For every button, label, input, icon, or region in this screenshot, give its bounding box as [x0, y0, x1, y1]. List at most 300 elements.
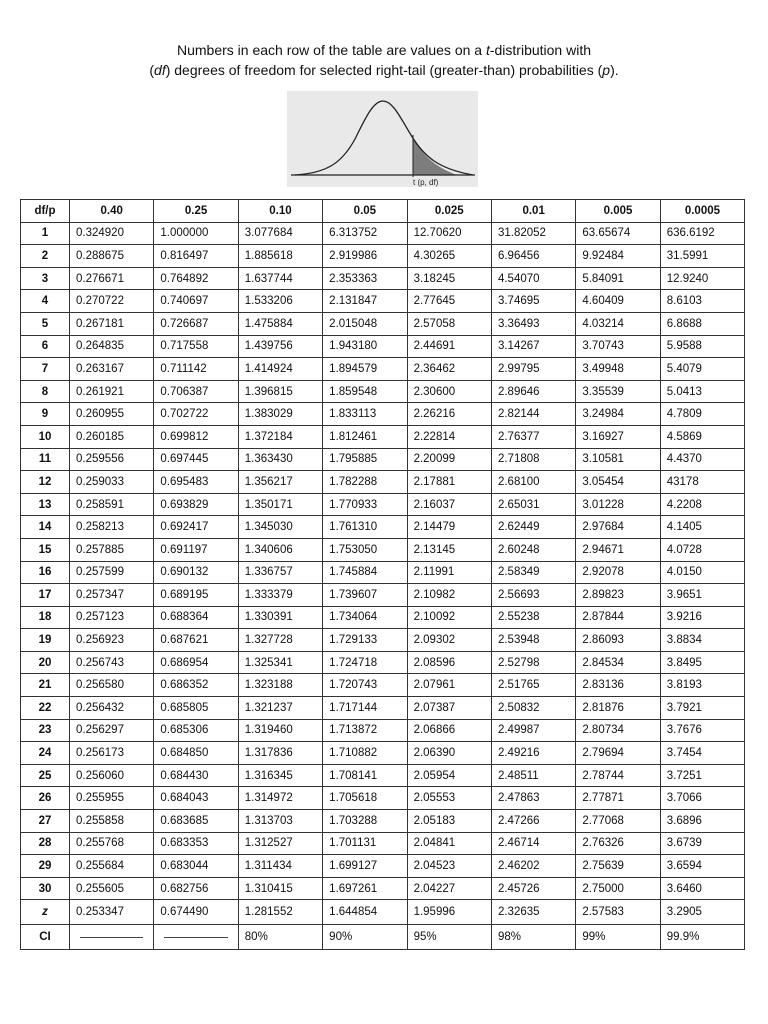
value-cell: 1.340606 — [238, 538, 322, 561]
value-cell: 0.256060 — [70, 764, 154, 787]
value-cell: 2.919986 — [323, 245, 407, 268]
value-cell: 1.372184 — [238, 425, 322, 448]
value-cell: 2.353363 — [323, 267, 407, 290]
table-row — [21, 810, 745, 833]
df-cell: 3 — [21, 267, 70, 290]
value-cell: 2.79694 — [576, 742, 660, 765]
ci-row-label: CI — [21, 925, 70, 950]
value-cell: 3.16927 — [576, 425, 660, 448]
value-cell: 1.703288 — [323, 810, 407, 833]
value-cell: 0.684043 — [154, 787, 238, 810]
value-cell: 2.30600 — [407, 380, 491, 403]
value-cell: 3.9651 — [660, 584, 744, 607]
t-distribution-curve-diagram — [287, 91, 478, 187]
header-cell-p: 0.0005 — [660, 200, 744, 223]
value-cell: 2.65031 — [491, 493, 575, 516]
header-cell-p: 0.10 — [238, 200, 322, 223]
value-cell: 0.683044 — [154, 855, 238, 878]
value-cell: 6.313752 — [323, 222, 407, 245]
value-cell: 3.7454 — [660, 742, 744, 765]
value-cell: 0.258213 — [70, 516, 154, 539]
value-cell: 2.86093 — [576, 629, 660, 652]
value-cell: 2.08596 — [407, 651, 491, 674]
table-header-row — [21, 200, 745, 223]
value-cell: 0.257347 — [70, 584, 154, 607]
table-row — [21, 335, 745, 358]
value-cell: 0.685805 — [154, 697, 238, 720]
value-cell: 1.311434 — [238, 855, 322, 878]
z-value-cell: 3.2905 — [660, 900, 744, 925]
header-cell-p: 0.40 — [70, 200, 154, 223]
value-cell: 2.13145 — [407, 538, 491, 561]
df-cell: 25 — [21, 764, 70, 787]
value-cell: 2.46202 — [491, 855, 575, 878]
value-cell: 3.6594 — [660, 855, 744, 878]
table-row — [21, 787, 745, 810]
value-cell: 0.717558 — [154, 335, 238, 358]
value-cell: 0.324920 — [70, 222, 154, 245]
value-cell: 1.705618 — [323, 787, 407, 810]
value-cell: 2.75000 — [576, 877, 660, 900]
value-cell: 1.350171 — [238, 493, 322, 516]
value-cell: 1.396815 — [238, 380, 322, 403]
value-cell: 3.24984 — [576, 403, 660, 426]
value-cell: 2.68100 — [491, 471, 575, 494]
df-cell: 19 — [21, 629, 70, 652]
table-row — [21, 697, 745, 720]
z-value-cell: 0.253347 — [70, 900, 154, 925]
table-row — [21, 629, 745, 652]
value-cell: 0.684850 — [154, 742, 238, 765]
value-cell: 2.77871 — [576, 787, 660, 810]
value-cell: 1.739607 — [323, 584, 407, 607]
value-cell: 2.89646 — [491, 380, 575, 403]
header-cell-df-p: df/p — [21, 200, 70, 223]
value-cell: 0.256297 — [70, 719, 154, 742]
value-cell: 2.57058 — [407, 312, 491, 335]
z-value-cell: 2.57583 — [576, 900, 660, 925]
dash-line — [80, 937, 143, 938]
value-cell: 12.9240 — [660, 267, 744, 290]
value-cell: 5.4079 — [660, 358, 744, 381]
df-cell: 14 — [21, 516, 70, 539]
value-cell: 0.740697 — [154, 290, 238, 313]
value-cell: 0.683685 — [154, 810, 238, 833]
value-cell: 4.03214 — [576, 312, 660, 335]
value-cell: 2.77645 — [407, 290, 491, 313]
value-cell: 2.99795 — [491, 358, 575, 381]
value-cell: 1.697261 — [323, 877, 407, 900]
value-cell: 1.330391 — [238, 606, 322, 629]
value-cell: 2.10982 — [407, 584, 491, 607]
value-cell: 1.317836 — [238, 742, 322, 765]
value-cell: 3.7251 — [660, 764, 744, 787]
value-cell: 2.47266 — [491, 810, 575, 833]
z-value-cell: 1.644854 — [323, 900, 407, 925]
value-cell: 3.8495 — [660, 651, 744, 674]
df-cell: 29 — [21, 855, 70, 878]
value-cell: 31.82052 — [491, 222, 575, 245]
value-cell: 4.5869 — [660, 425, 744, 448]
value-cell: 0.257599 — [70, 561, 154, 584]
df-cell: 20 — [21, 651, 70, 674]
df-cell: 13 — [21, 493, 70, 516]
value-cell: 0.693829 — [154, 493, 238, 516]
value-cell: 1.699127 — [323, 855, 407, 878]
value-cell: 2.10092 — [407, 606, 491, 629]
value-cell: 2.49216 — [491, 742, 575, 765]
value-cell: 3.18245 — [407, 267, 491, 290]
value-cell: 1.859548 — [323, 380, 407, 403]
value-cell: 2.53948 — [491, 629, 575, 652]
value-cell: 2.44691 — [407, 335, 491, 358]
value-cell: 3.8193 — [660, 674, 744, 697]
header-cell-p: 0.05 — [323, 200, 407, 223]
df-cell: 16 — [21, 561, 70, 584]
value-cell: 2.58349 — [491, 561, 575, 584]
header-cell-p: 0.01 — [491, 200, 575, 223]
value-cell: 1.345030 — [238, 516, 322, 539]
value-cell: 0.256432 — [70, 697, 154, 720]
table-row — [21, 380, 745, 403]
value-cell: 2.78744 — [576, 764, 660, 787]
ci-value-cell: 80% — [238, 925, 322, 950]
ci-value-cell: 90% — [323, 925, 407, 950]
value-cell: 0.256173 — [70, 742, 154, 765]
t-distribution-table — [20, 199, 745, 950]
table-row — [21, 877, 745, 900]
value-cell: 1.761310 — [323, 516, 407, 539]
value-cell: 2.97684 — [576, 516, 660, 539]
value-cell: 5.84091 — [576, 267, 660, 290]
value-cell: 0.687621 — [154, 629, 238, 652]
value-cell: 1.325341 — [238, 651, 322, 674]
table-row — [21, 358, 745, 381]
df-cell: 6 — [21, 335, 70, 358]
value-cell: 2.04523 — [407, 855, 491, 878]
value-cell: 2.05954 — [407, 764, 491, 787]
value-cell: 1.782288 — [323, 471, 407, 494]
value-cell: 1.637744 — [238, 267, 322, 290]
value-cell: 2.80734 — [576, 719, 660, 742]
value-cell: 2.48511 — [491, 764, 575, 787]
table-row — [21, 245, 745, 268]
df-cell: 30 — [21, 877, 70, 900]
value-cell: 2.55238 — [491, 606, 575, 629]
table-row — [21, 290, 745, 313]
value-cell: 2.131847 — [323, 290, 407, 313]
value-cell: 9.92484 — [576, 245, 660, 268]
value-cell: 1.414924 — [238, 358, 322, 381]
value-cell: 0.686954 — [154, 651, 238, 674]
value-cell: 3.14267 — [491, 335, 575, 358]
value-cell: 2.20099 — [407, 448, 491, 471]
value-cell: 5.0413 — [660, 380, 744, 403]
df-cell: 4 — [21, 290, 70, 313]
value-cell: 1.701131 — [323, 832, 407, 855]
value-cell: 1.753050 — [323, 538, 407, 561]
value-cell: 0.683353 — [154, 832, 238, 855]
value-cell: 3.6896 — [660, 810, 744, 833]
ci-value-cell: 98% — [491, 925, 575, 950]
value-cell: 0.260955 — [70, 403, 154, 426]
header-cell-p: 0.25 — [154, 200, 238, 223]
df-cell: 17 — [21, 584, 70, 607]
value-cell: 1.734064 — [323, 606, 407, 629]
value-cell: 3.7676 — [660, 719, 744, 742]
value-cell: 2.52798 — [491, 651, 575, 674]
value-cell: 1.943180 — [323, 335, 407, 358]
value-cell: 0.764892 — [154, 267, 238, 290]
value-cell: 6.96456 — [491, 245, 575, 268]
value-cell: 1.356217 — [238, 471, 322, 494]
value-cell: 2.09302 — [407, 629, 491, 652]
value-cell: 0.688364 — [154, 606, 238, 629]
distribution-curve — [295, 101, 473, 175]
value-cell: 0.259556 — [70, 448, 154, 471]
value-cell: 3.35539 — [576, 380, 660, 403]
df-cell: 1 — [21, 222, 70, 245]
value-cell: 1.710882 — [323, 742, 407, 765]
table-row — [21, 855, 745, 878]
value-cell: 1.894579 — [323, 358, 407, 381]
ci-empty-dash-cell — [70, 925, 154, 950]
value-cell: 4.4370 — [660, 448, 744, 471]
df-cell: 22 — [21, 697, 70, 720]
value-cell: 0.726687 — [154, 312, 238, 335]
value-cell: 1.533206 — [238, 290, 322, 313]
table-row — [21, 538, 745, 561]
value-cell: 3.8834 — [660, 629, 744, 652]
value-cell: 636.6192 — [660, 222, 744, 245]
value-cell: 1.312527 — [238, 832, 322, 855]
value-cell: 0.259033 — [70, 471, 154, 494]
value-cell: 2.05553 — [407, 787, 491, 810]
value-cell: 3.36493 — [491, 312, 575, 335]
value-cell: 1.885618 — [238, 245, 322, 268]
table-row — [21, 606, 745, 629]
value-cell: 4.1405 — [660, 516, 744, 539]
value-cell: 2.36462 — [407, 358, 491, 381]
value-cell: 3.7066 — [660, 787, 744, 810]
t-axis-label: t (p, df) — [413, 178, 439, 187]
value-cell: 0.255684 — [70, 855, 154, 878]
value-cell: 0.684430 — [154, 764, 238, 787]
value-cell: 0.257123 — [70, 606, 154, 629]
value-cell: 2.45726 — [491, 877, 575, 900]
value-cell: 43178 — [660, 471, 744, 494]
value-cell: 2.94671 — [576, 538, 660, 561]
df-cell: 27 — [21, 810, 70, 833]
value-cell: 1.833113 — [323, 403, 407, 426]
value-cell: 2.56693 — [491, 584, 575, 607]
value-cell: 0.255768 — [70, 832, 154, 855]
value-cell: 0.256923 — [70, 629, 154, 652]
ci-value-cell: 99.9% — [660, 925, 744, 950]
ci-empty-dash-cell — [154, 925, 238, 950]
value-cell: 1.708141 — [323, 764, 407, 787]
value-cell: 0.260185 — [70, 425, 154, 448]
value-cell: 2.92078 — [576, 561, 660, 584]
value-cell: 1.795885 — [323, 448, 407, 471]
value-cell: 0.692417 — [154, 516, 238, 539]
value-cell: 2.14479 — [407, 516, 491, 539]
value-cell: 2.04227 — [407, 877, 491, 900]
header-cell-p: 0.005 — [576, 200, 660, 223]
value-cell: 0.695483 — [154, 471, 238, 494]
value-cell: 0.270722 — [70, 290, 154, 313]
value-cell: 0.699812 — [154, 425, 238, 448]
value-cell: 3.10581 — [576, 448, 660, 471]
value-cell: 1.363430 — [238, 448, 322, 471]
value-cell: 2.62449 — [491, 516, 575, 539]
value-cell: 2.49987 — [491, 719, 575, 742]
df-cell: 7 — [21, 358, 70, 381]
value-cell: 2.50832 — [491, 697, 575, 720]
table-row — [21, 267, 745, 290]
df-cell: 24 — [21, 742, 70, 765]
table-row — [21, 561, 745, 584]
value-cell: 0.257885 — [70, 538, 154, 561]
confidence-interval-row — [21, 925, 745, 950]
value-cell: 0.697445 — [154, 448, 238, 471]
value-cell: 2.06390 — [407, 742, 491, 765]
value-cell: 4.30265 — [407, 245, 491, 268]
value-cell: 3.077684 — [238, 222, 322, 245]
value-cell: 2.77068 — [576, 810, 660, 833]
value-cell: 2.82144 — [491, 403, 575, 426]
t-table-container — [20, 199, 744, 950]
value-cell: 0.706387 — [154, 380, 238, 403]
z-value-cell: 1.281552 — [238, 900, 322, 925]
value-cell: 5.9588 — [660, 335, 744, 358]
value-cell: 2.51765 — [491, 674, 575, 697]
value-cell: 0.702722 — [154, 403, 238, 426]
df-cell: 12 — [21, 471, 70, 494]
table-row — [21, 222, 745, 245]
value-cell: 3.6460 — [660, 877, 744, 900]
table-row — [21, 651, 745, 674]
df-cell: 8 — [21, 380, 70, 403]
value-cell: 1.475884 — [238, 312, 322, 335]
value-cell: 0.258591 — [70, 493, 154, 516]
value-cell: 2.06866 — [407, 719, 491, 742]
value-cell: 1.319460 — [238, 719, 322, 742]
table-row — [21, 742, 745, 765]
value-cell: 2.47863 — [491, 787, 575, 810]
value-cell: 8.6103 — [660, 290, 744, 313]
value-cell: 2.07387 — [407, 697, 491, 720]
value-cell: 1.713872 — [323, 719, 407, 742]
value-cell: 2.015048 — [323, 312, 407, 335]
value-cell: 0.690132 — [154, 561, 238, 584]
value-cell: 2.87844 — [576, 606, 660, 629]
value-cell: 63.65674 — [576, 222, 660, 245]
value-cell: 1.439756 — [238, 335, 322, 358]
value-cell: 2.84534 — [576, 651, 660, 674]
table-row — [21, 471, 745, 494]
value-cell: 0.691197 — [154, 538, 238, 561]
df-cell: 10 — [21, 425, 70, 448]
value-cell: 31.5991 — [660, 245, 744, 268]
value-cell: 2.04841 — [407, 832, 491, 855]
value-cell: 3.7921 — [660, 697, 744, 720]
value-cell: 2.22814 — [407, 425, 491, 448]
value-cell: 0.689195 — [154, 584, 238, 607]
table-row — [21, 674, 745, 697]
value-cell: 1.323188 — [238, 674, 322, 697]
value-cell: 1.333379 — [238, 584, 322, 607]
value-cell: 1.812461 — [323, 425, 407, 448]
value-cell: 1.745884 — [323, 561, 407, 584]
table-row — [21, 764, 745, 787]
value-cell: 2.26216 — [407, 403, 491, 426]
value-cell: 1.310415 — [238, 877, 322, 900]
value-cell: 1.729133 — [323, 629, 407, 652]
value-cell: 0.288675 — [70, 245, 154, 268]
table-row — [21, 493, 745, 516]
value-cell: 0.256580 — [70, 674, 154, 697]
value-cell: 1.327728 — [238, 629, 322, 652]
z-row — [21, 900, 745, 925]
df-cell: 5 — [21, 312, 70, 335]
df-cell: 26 — [21, 787, 70, 810]
ci-value-cell: 99% — [576, 925, 660, 950]
value-cell: 1.717144 — [323, 697, 407, 720]
value-cell: 0.276671 — [70, 267, 154, 290]
z-row-label: z — [21, 900, 70, 925]
table-row — [21, 832, 745, 855]
table-row — [21, 425, 745, 448]
value-cell: 2.11991 — [407, 561, 491, 584]
value-cell: 2.71808 — [491, 448, 575, 471]
value-cell: 12.70620 — [407, 222, 491, 245]
value-cell: 3.01228 — [576, 493, 660, 516]
t-distribution-figure — [287, 91, 478, 187]
value-cell: 0.267181 — [70, 312, 154, 335]
z-value-cell: 2.32635 — [491, 900, 575, 925]
value-cell: 2.76377 — [491, 425, 575, 448]
z-value-cell: 0.674490 — [154, 900, 238, 925]
value-cell: 4.60409 — [576, 290, 660, 313]
table-caption — [0, 40, 768, 80]
value-cell: 4.54070 — [491, 267, 575, 290]
df-cell: 11 — [21, 448, 70, 471]
table-row — [21, 584, 745, 607]
value-cell: 0.255955 — [70, 787, 154, 810]
value-cell: 4.7809 — [660, 403, 744, 426]
table-row — [21, 312, 745, 335]
value-cell: 1.336757 — [238, 561, 322, 584]
value-cell: 2.16037 — [407, 493, 491, 516]
value-cell: 1.720743 — [323, 674, 407, 697]
value-cell: 0.686352 — [154, 674, 238, 697]
value-cell: 1.316345 — [238, 764, 322, 787]
value-cell: 2.75639 — [576, 855, 660, 878]
value-cell: 3.49948 — [576, 358, 660, 381]
df-cell: 18 — [21, 606, 70, 629]
value-cell: 0.816497 — [154, 245, 238, 268]
value-cell: 3.70743 — [576, 335, 660, 358]
value-cell: 0.256743 — [70, 651, 154, 674]
value-cell: 1.383029 — [238, 403, 322, 426]
value-cell: 3.9216 — [660, 606, 744, 629]
value-cell: 0.255858 — [70, 810, 154, 833]
value-cell: 4.0728 — [660, 538, 744, 561]
value-cell: 2.76326 — [576, 832, 660, 855]
df-cell: 15 — [21, 538, 70, 561]
z-value-cell: 1.95996 — [407, 900, 491, 925]
